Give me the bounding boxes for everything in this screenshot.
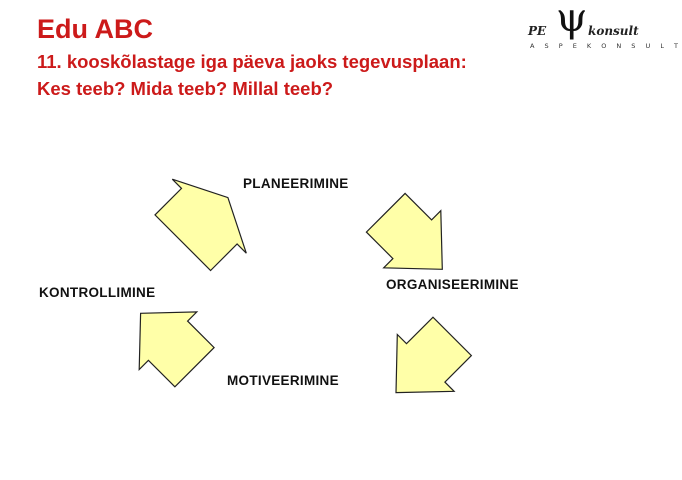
arrow-kontroll-to-planeerimine bbox=[155, 179, 246, 270]
logo-psi-symbol: ψ bbox=[556, 0, 588, 41]
stage-kontrollimine: KONTROLLIMINE bbox=[39, 285, 156, 300]
arrow-motiveerimine-to-kontrollimine bbox=[139, 312, 214, 387]
arrow-organiseerimine-to-motiveerimine bbox=[396, 317, 471, 392]
arrow-planeerimine-to-organiseerimine bbox=[366, 193, 442, 269]
slide-title: Edu ABC bbox=[37, 14, 153, 44]
stage-motiveerimine: MOTIVEERIMINE bbox=[227, 373, 339, 388]
stage-planeerimine: PLANEERIMINE bbox=[243, 176, 349, 191]
logo-right-text: konsult bbox=[588, 24, 639, 38]
subtitle-line-1: 11. kooskõlastage iga päeva jaoks tegevusplaan: bbox=[37, 51, 467, 72]
subtitle-line-2: Kes teeb? Mida teeb? Millal teeb? bbox=[37, 78, 334, 99]
stage-organiseerimine: ORGANISEERIMINE bbox=[386, 277, 519, 292]
logo-subtitle: A S P E K O N S U L T bbox=[530, 42, 682, 50]
logo-left-text: PE bbox=[528, 24, 547, 38]
